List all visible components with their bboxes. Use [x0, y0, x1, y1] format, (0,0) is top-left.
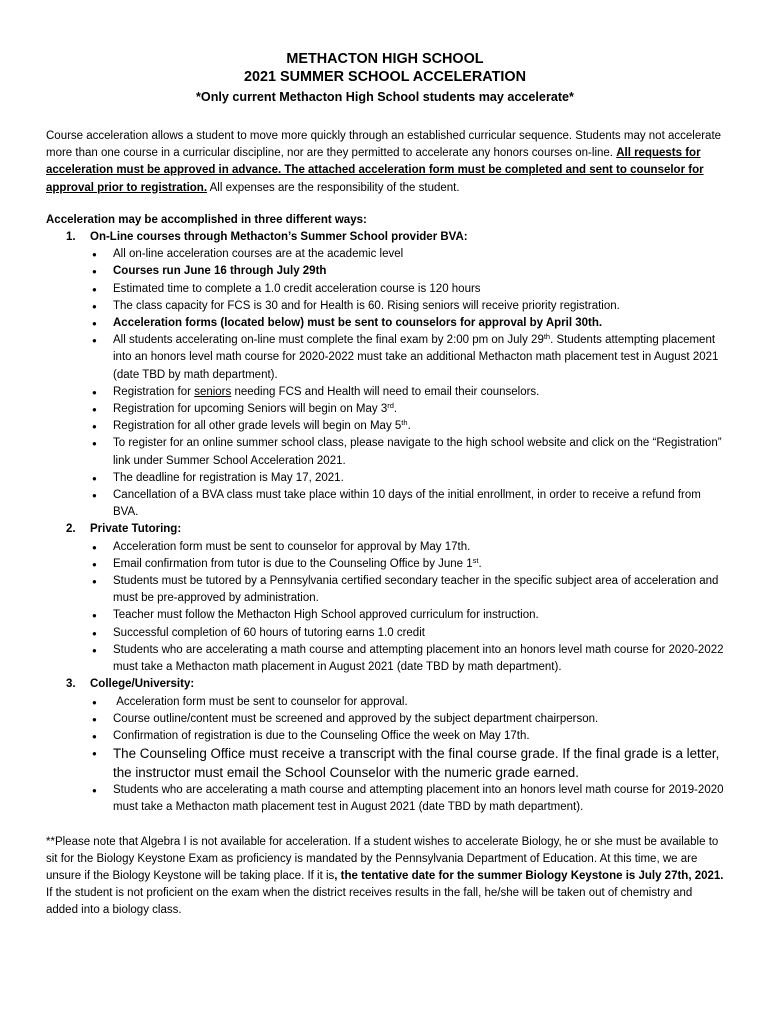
item-underlined-text: seniors [194, 385, 232, 398]
intro-text-1: Course acceleration allows a student to move more quickly through an established curricular sequence. Students may not accelerate more than one course in a curricular discipline, nor are they permitted to accelerate any honors courses on-line. [46, 130, 722, 160]
item-text: . [478, 557, 482, 570]
list-item: ● Students must be tutored by a Pennsylvania certified secondary teacher in the specific subject area of acceleration and must be pre-approved by administration. [90, 573, 724, 607]
item-text: Registration for all other grade levels will begin on May 5 [113, 420, 402, 433]
college-items [90, 694, 724, 817]
list-item: ● Acceleration form must be sent to counselor for approval. [90, 694, 724, 711]
way-number: 2. [66, 523, 76, 536]
algebra-biology-note [46, 834, 724, 920]
tutoring-items [90, 539, 724, 677]
list-item: ● Course outline/content must be screened and approved by the subject department chairperson. [90, 711, 724, 728]
intro-underlined-requirement: All requests for acceleration must be approved in advance. The attached acceleration form must be completed and sent to counselor for approval prior to registration. [46, 147, 704, 194]
list-item [90, 401, 724, 418]
document-subtitle: *Only current Methacton High School students may accelerate* [196, 90, 574, 104]
superscript: st [472, 555, 479, 565]
list-item: ● Acceleration form must be sent to counselor for approval by May 17th. [90, 539, 724, 556]
note-text-1: **Please note that Algebra I is not available for acceleration. If a student wishes to accelerate Biology, he or she must be available to sit for the Biology Keystone Exam as proficiency is mandated by the Pennsylvania Department of Education. At this time, we are unsure if the Biology Keystone will be taking place. If it is [46, 835, 719, 882]
list-item: ● Teacher must follow the Methacton High School approved curriculum for instruction. [90, 607, 724, 624]
way-online [46, 229, 724, 521]
note-text-2: If the student is not proficient on the exam when the district receives results in the fall, he/she will be taken out of chemistry and added into a biology class. [46, 887, 693, 917]
way-number: 1. [66, 231, 76, 244]
online-items [90, 246, 724, 521]
way-college-university [46, 676, 724, 816]
list-item: ● Cancellation of a BVA class must take place within 10 days of the initial enrollment, in order to receive a refund from BVA. [90, 487, 724, 521]
item-text: Registration for upcoming Seniors will begin on May 3 [113, 403, 388, 416]
list-item: ● The Counseling Office must receive a transcript with the final course grade. If the final grade is a letter, the instructor must email the School Counselor with the numeric grade earned. [90, 745, 724, 782]
ways-heading: Acceleration may be accomplished in three different ways: [46, 213, 367, 226]
item-text: . [407, 420, 411, 433]
item-text: All students accelerating on-line must complete the final exam by 2:00 pm on July 29 [113, 334, 544, 347]
way-title: Private Tutoring: [90, 523, 182, 536]
intro-text-2: All expenses are the responsibility of the student. [207, 181, 460, 194]
item-text: needing FCS and Health will need to email their counselors. [231, 385, 540, 398]
title-line-2: 2021 SUMMER SCHOOL ACCELERATION [244, 69, 526, 85]
list-item [90, 332, 724, 384]
list-item: ● The class capacity for FCS is 30 and for Health is 60. Rising seniors will receive priority registration. [90, 298, 724, 315]
list-item: ● Courses run June 16 through July 29th [90, 263, 724, 280]
list-item [90, 556, 724, 573]
item-text: . [393, 403, 398, 416]
intro-paragraph [46, 128, 724, 197]
list-item [90, 418, 724, 435]
list-item: ● Confirmation of registration is due to the Counseling Office the week on May 17th. [90, 728, 724, 745]
item-text: Email confirmation from tutor is due to the Counseling Office by June 1 [113, 557, 473, 570]
list-item: ● The deadline for registration is May 17, 2021. [90, 470, 724, 487]
superscript: th [401, 418, 408, 428]
acceleration-ways-list [46, 229, 724, 817]
item-text: Registration for [113, 385, 195, 398]
superscript: rd [387, 401, 394, 411]
way-title: College/University: [90, 678, 195, 691]
way-title: On-Line courses through Methacton’s Summer School provider BVA: [90, 231, 468, 244]
way-number: 3. [66, 678, 76, 691]
superscript: th [543, 332, 551, 342]
list-item: ● Students who are accelerating a math course and attempting placement into an honors level math course for 2019-2020 must take a Methacton math placement test in August 2021 (date TBD by math department). [90, 782, 724, 816]
item-text: . Students attempting placement into an honors level math course for 2020-2022 must take an additional Methacton math placement test in August 2021 (date TBD by math department). [113, 334, 719, 381]
list-item: ● To register for an online summer school class, please navigate to the high school website and click on the “Registration” link under Summer School Acceleration 2021. [90, 435, 724, 469]
list-item: ● All on-line acceleration courses are at the academic level [90, 246, 724, 263]
note-bold-date: , the tentative date for the summer Biology Keystone is July 27th, 2021. [334, 869, 724, 882]
list-item: ● Successful completion of 60 hours of tutoring earns 1.0 credit [90, 625, 724, 642]
way-private-tutoring [46, 521, 724, 676]
document-title [46, 50, 724, 86]
list-item: ● Students who are accelerating a math course and attempting placement into an honors level math course for 2020-2022 must take a Methacton math placement in August 2021 (date TBD by math department). [90, 642, 724, 676]
list-item: ● Acceleration forms (located below) must be sent to counselors for approval by April 30th. [90, 315, 724, 332]
list-item [90, 384, 724, 401]
list-item: ● Estimated time to complete a 1.0 credit acceleration course is 120 hours [90, 281, 724, 298]
title-line-1: METHACTON HIGH SCHOOL [286, 51, 484, 67]
